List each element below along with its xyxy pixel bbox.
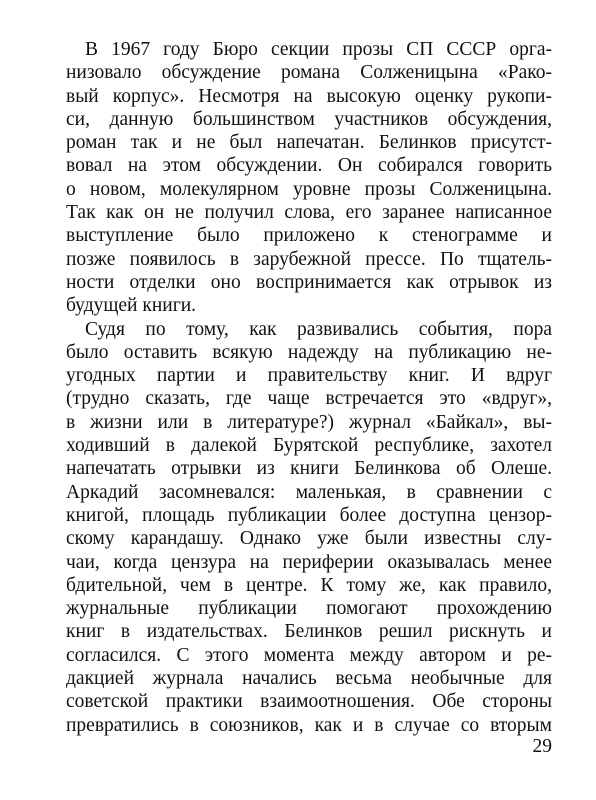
text-line: советской практики взаимоотношения. Обе стороны: [66, 691, 552, 713]
text-line: ходивший в далекой Бурятской республике, захотел: [66, 435, 552, 457]
text-line: Аркадий засомневался: маленькая, в сравнении с: [66, 481, 552, 503]
text-line: угодных партии и правительству книг. И вдруг: [66, 365, 552, 387]
text-line: роман так и не был напечатан. Белинков присутст-: [66, 132, 552, 154]
text-line: бдительной, чем в центре. К тому же, как правило,: [66, 574, 552, 596]
text-line: было оставить всякую надежду на публикацию не-: [66, 341, 552, 363]
text-line: согласился. С этого момента между автором и ре-: [66, 644, 552, 666]
text-line: ности отделки оно воспринимается как отрывок из: [66, 271, 552, 293]
text-line: Судя по тому, как развивались события, пора: [85, 318, 552, 340]
text-line: книг в издательствах. Белинков решил рискнуть и: [66, 621, 552, 643]
text-line: В 1967 году Бюро секции прозы СП СССР орга-: [85, 39, 552, 60]
page-body: [66, 38, 552, 737]
text-line: о новом, молекулярном уровне прозы Солженицына.: [66, 178, 552, 200]
text-line: в жизни или в литературе?) журнал «Байкал», вы-: [66, 411, 552, 433]
page-number: 29: [532, 736, 552, 757]
text-line: скому карандашу. Однако уже были известны слу-: [66, 528, 552, 550]
text-line: книгой, площадь публикации более доступна цензор-: [66, 504, 552, 526]
paragraph: [66, 318, 552, 737]
text-line: выступление было приложено к стенограмме и: [66, 225, 552, 247]
text-line: будущей книги.: [66, 295, 197, 317]
text-line: журнальные публикации помогают прохождению: [66, 598, 552, 620]
text-line: напечатать отрывки из книги Белинкова об Олеше.: [66, 458, 552, 480]
text-line: превратились в союзников, как и в случае со вторым: [66, 714, 552, 736]
text-line: чаи, когда цензура на периферии оказывалась менее: [66, 551, 552, 573]
text-line: позже появилось в зарубежной прессе. По тщатель-: [66, 248, 552, 270]
text-line: дакцией журнала начались весьма необычные для: [66, 668, 552, 690]
text-line: (трудно сказать, где чаще встречается это «вдруг»,: [66, 388, 552, 410]
text-line: вый корпус». Несмотря на высокую оценку рукопи-: [66, 85, 552, 107]
text-line: Так как он не получил слова, его заранее написанное: [66, 202, 552, 224]
paragraph: [66, 38, 552, 318]
text-line: вовал на этом обсуждении. Он собирался говорить: [66, 155, 552, 177]
text-line: си, данную большинством участников обсуждения,: [66, 108, 552, 130]
text-line: низовало обсуждение романа Солженицына «Рако-: [66, 62, 552, 84]
